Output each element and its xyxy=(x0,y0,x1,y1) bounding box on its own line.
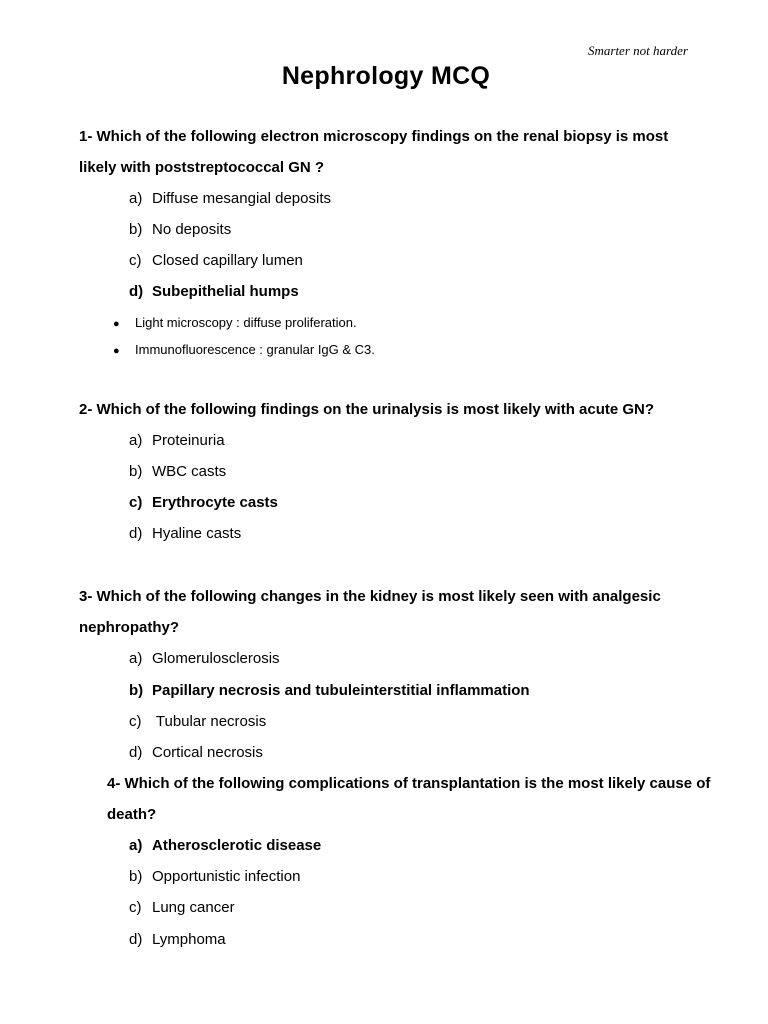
page-title: Nephrology MCQ xyxy=(281,62,491,90)
option-letter: a) xyxy=(129,190,143,207)
option-text: Glomerulosclerosis xyxy=(152,650,280,667)
option-letter: a) xyxy=(129,837,143,854)
question-4-option-b xyxy=(129,867,300,887)
question-3-option-d xyxy=(129,743,263,763)
question-1-option-a xyxy=(129,189,331,209)
option-text: Cortical necrosis xyxy=(152,744,263,761)
option-text: Opportunistic infection xyxy=(152,868,301,885)
option-letter: c) xyxy=(129,252,142,269)
question-2-option-a xyxy=(129,431,225,451)
option-letter: d) xyxy=(129,744,143,761)
question-4-option-c xyxy=(129,898,235,918)
option-text: Papillary necrosis and tubuleinterstitial inflammation xyxy=(152,682,530,699)
question-2-option-c-correct xyxy=(129,493,278,513)
header-note: Smarter not harder xyxy=(588,43,688,58)
option-text: Diffuse mesangial deposits xyxy=(152,190,331,207)
question-1-option-c xyxy=(129,251,303,271)
option-letter: b) xyxy=(129,221,143,238)
option-text: Atherosclerotic disease xyxy=(152,837,322,854)
bullet-icon: ● xyxy=(113,318,120,330)
option-text: Lymphoma xyxy=(152,931,226,948)
option-letter: d) xyxy=(129,283,144,300)
question-1-option-d-correct xyxy=(129,282,299,302)
option-letter: a) xyxy=(129,432,143,449)
question-1: 1- Which of the following electron microscopy findings on the renal biopsy is most likely with poststreptococcal GN ? xyxy=(79,128,669,176)
question-4: 4- Which of the following complications of transplantation is the most likely cause of death? xyxy=(107,775,711,823)
option-text: Proteinuria xyxy=(152,432,225,449)
option-text: Subepithelial humps xyxy=(152,283,299,300)
option-letter: c) xyxy=(129,713,142,730)
question-1-option-b xyxy=(129,220,231,240)
question-4-option-a-correct xyxy=(129,836,321,856)
question-4-option-d xyxy=(129,930,226,950)
question-3-option-c xyxy=(129,712,266,732)
option-text: Erythrocyte casts xyxy=(152,494,278,511)
option-text: WBC casts xyxy=(152,463,227,480)
option-text: No deposits xyxy=(152,221,232,238)
option-letter: a) xyxy=(129,650,143,667)
option-letter: c) xyxy=(129,899,142,916)
option-letter: b) xyxy=(129,868,143,885)
option-letter: c) xyxy=(129,494,143,511)
option-text: Closed capillary lumen xyxy=(152,252,303,269)
question-1-note-1 xyxy=(113,314,357,333)
question-3-option-b-correct xyxy=(129,681,530,701)
option-letter: d) xyxy=(129,931,143,948)
question-3-option-a xyxy=(129,649,280,669)
option-text: Hyaline casts xyxy=(152,525,242,542)
note-text: Immunofluorescence : granular IgG & C3. xyxy=(135,342,375,357)
bullet-icon: ● xyxy=(113,345,120,357)
option-text: Lung cancer xyxy=(152,899,235,916)
note-text: Light microscopy : diffuse proliferation. xyxy=(135,315,357,330)
question-3: 3- Which of the following changes in the kidney is most likely seen with analgesic nephropathy? xyxy=(79,588,661,636)
option-letter: b) xyxy=(129,682,144,699)
question-2-option-b xyxy=(129,462,226,482)
option-text: Tubular necrosis xyxy=(152,713,267,730)
question-2: 2- Which of the following findings on the urinalysis is most likely with acute GN? xyxy=(79,401,655,418)
question-2-option-d xyxy=(129,524,241,544)
option-letter: b) xyxy=(129,463,143,480)
option-letter: d) xyxy=(129,525,143,542)
question-1-note-2 xyxy=(113,341,375,360)
